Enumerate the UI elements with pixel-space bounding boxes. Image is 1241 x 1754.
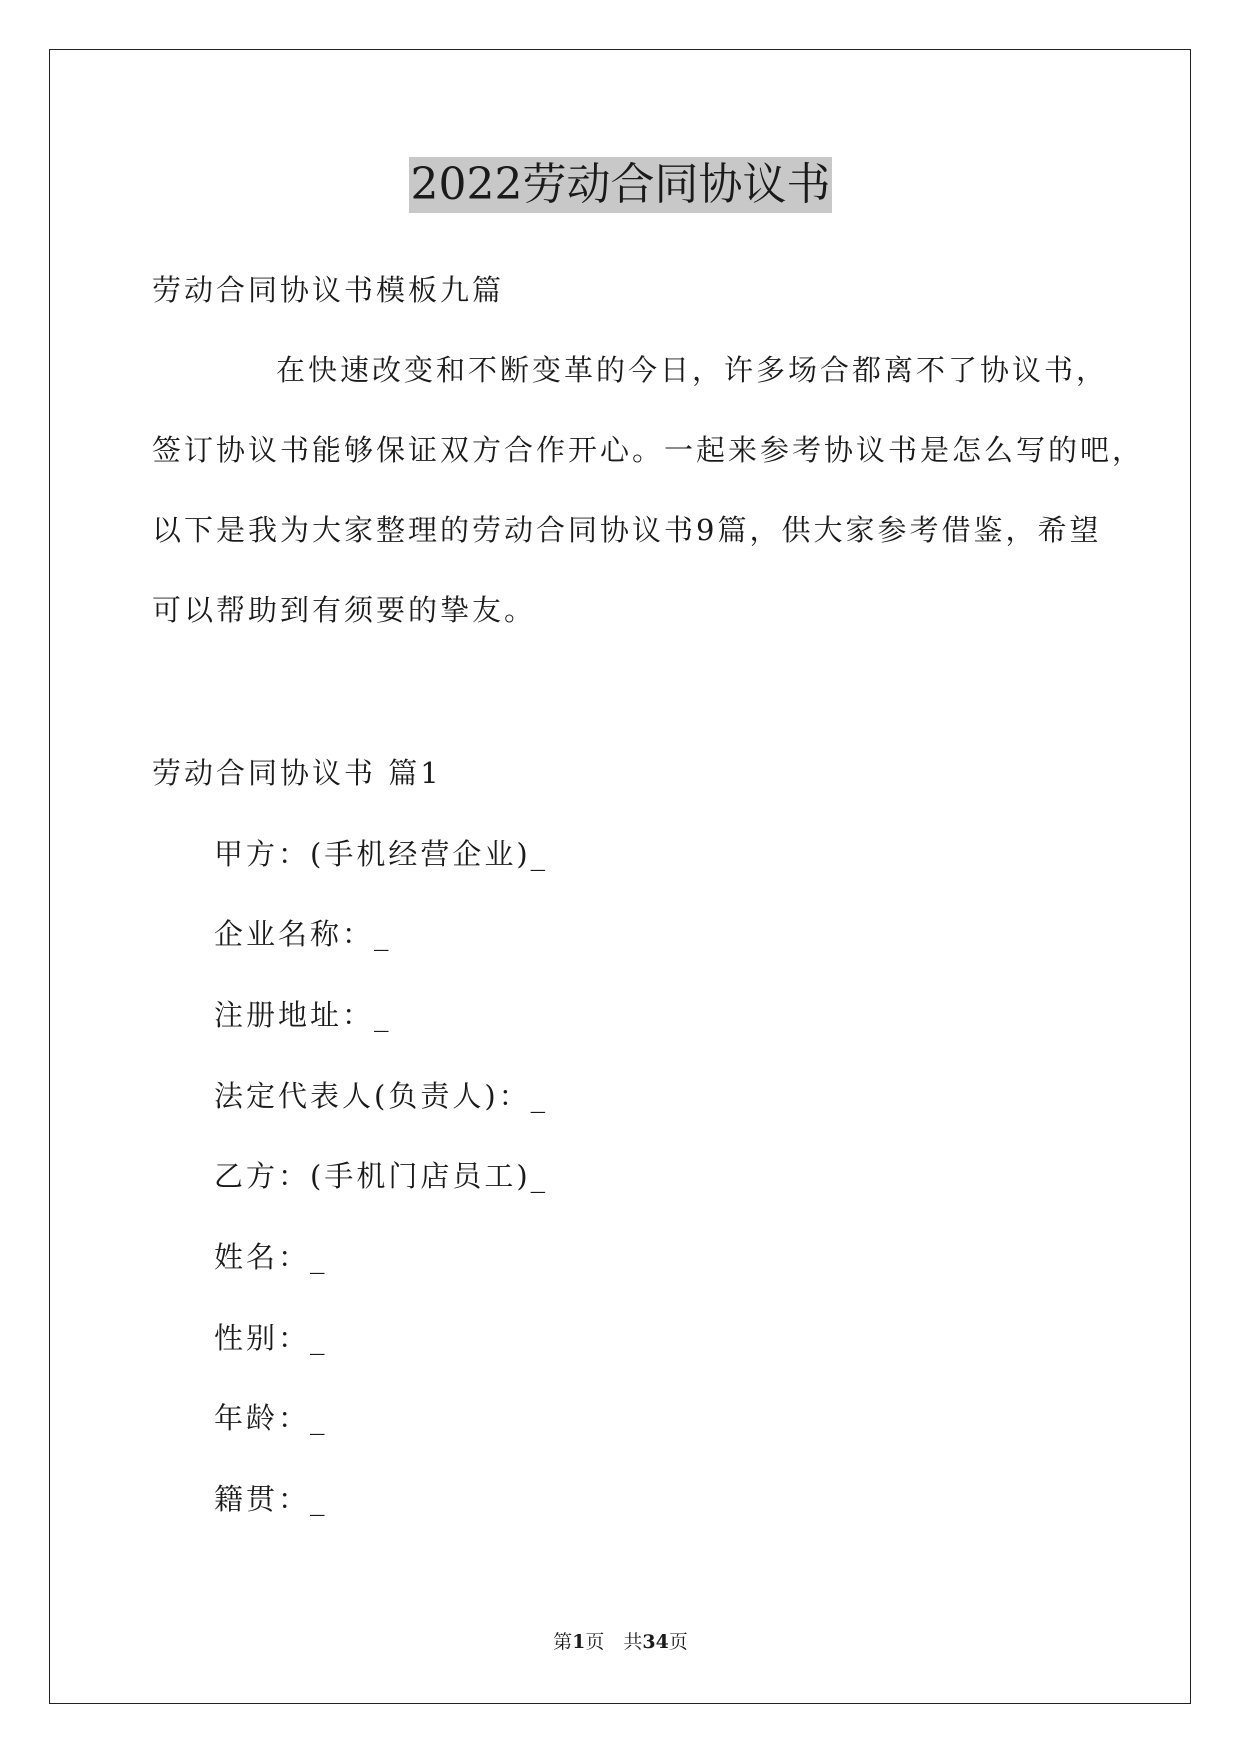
field-party-b: 乙方：(手机门店员工)_ <box>214 1159 549 1193</box>
title-container <box>0 157 1241 213</box>
subtitle: 劳动合同协议书模板九篇 <box>152 273 505 307</box>
footer-prefix: 第 <box>553 1631 573 1653</box>
intro-line-1: 在快速改变和不断变革的今日，许多场合都离不了协议书， <box>276 353 1109 387</box>
footer-mid: 页 共 <box>585 1631 643 1653</box>
field-native-place: 籍贯：_ <box>214 1482 328 1516</box>
footer-page-total: 34 <box>642 1631 669 1653</box>
field-name: 姓名：_ <box>214 1240 328 1274</box>
field-party-a: 甲方：(手机经营企业)_ <box>214 837 549 871</box>
field-legal-representative: 法定代表人(负责人)：_ <box>214 1079 549 1113</box>
footer-page-number: 1 <box>572 1631 586 1653</box>
field-age: 年龄：_ <box>214 1401 328 1435</box>
page-footer <box>0 1630 1241 1654</box>
field-gender: 性别：_ <box>214 1321 328 1355</box>
footer-suffix: 页 <box>668 1631 688 1653</box>
intro-line-3: 以下是我为大家整理的劳动合同协议书9篇，供大家参考借鉴，希望 <box>152 513 1102 547</box>
field-company-name: 企业名称：_ <box>214 917 392 951</box>
section-heading: 劳动合同协议书 篇1 <box>152 756 442 790</box>
document-title: 2022劳动合同协议书 <box>409 157 833 213</box>
field-registered-address: 注册地址：_ <box>214 998 392 1032</box>
intro-line-2: 签订协议书能够保证双方合作开心。一起来参考协议书是怎么写的吧， <box>152 433 1145 467</box>
intro-line-4: 可以帮助到有须要的挚友。 <box>152 593 537 627</box>
